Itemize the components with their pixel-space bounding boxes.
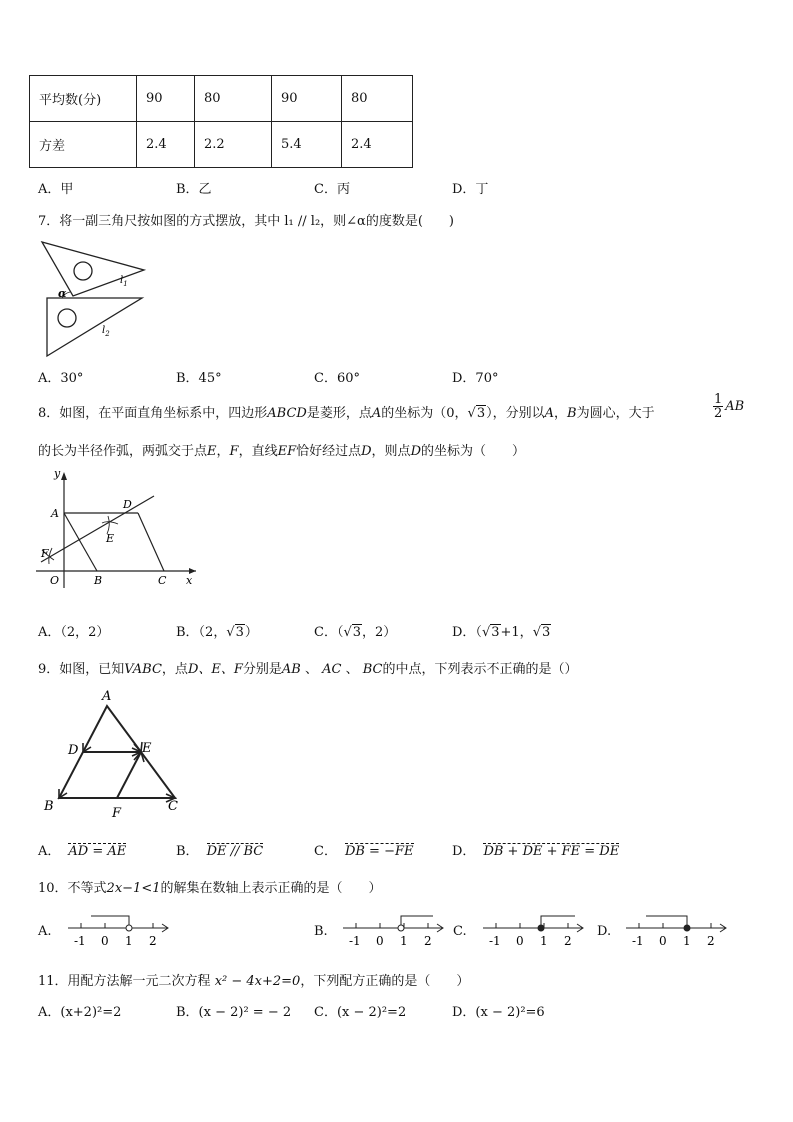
q11-option-a[interactable]: A．(x+2)²=2 [38,1005,122,1020]
tick-label: 2 [707,934,715,948]
q10-option-c-label[interactable]: C. [453,924,467,939]
tick-label: -1 [349,934,361,948]
q9-triangle-figure [38,686,188,821]
q10-number-line-a[interactable] [68,912,174,948]
q7-option-d[interactable]: D．70° [452,371,499,386]
q7-option-c[interactable]: C．60° [314,371,360,386]
q7-figure [36,238,148,360]
q8-coordinate-figure [36,468,201,590]
q8-stem-line1: 8．如图，在平面直角坐标系中，四边形ABCD是菱形，点A的坐标为（0，√3），分别以A，B为圆心，大于 [38,406,655,421]
q6-option-d[interactable]: D．丁 [452,182,489,197]
point-f-label: F [112,806,122,821]
q9-option-d[interactable]: D． DB + DE + FE = DE [452,844,620,859]
point-d-label: D [123,498,132,511]
q10-option-a-label[interactable]: A. [38,924,52,939]
q11-stem: 11．用配方法解一元二次方程 x² − 4x+2=0，下列配方正确的是（ ） [38,974,470,989]
vertex-b-label: B [44,799,54,814]
tick-label: 0 [516,934,524,948]
point-c-label: C [158,574,167,587]
x-axis-label: x [186,574,193,587]
table-cell: 2.2 [195,122,272,168]
tick-label: 2 [149,934,157,948]
q7-stem: 7．将一副三角尺按如图的方式摆放，其中 l₁ // l₂，则∠α的度数是( ) [38,214,454,229]
tick-label: 2 [424,934,432,948]
table-row [30,122,413,168]
q11-option-d[interactable]: D．(x − 2)²=6 [452,1005,545,1020]
table-row [30,76,413,122]
tick-label: 0 [376,934,384,948]
alpha-label: α [58,287,67,300]
q9-stem: 9．如图，已知VABC，点D、E、F分别是AB 、 AC 、 BC的中点，下列表示不正确的是（） [38,662,578,677]
table-cell: 5.4 [272,122,342,168]
q10-option-d-label[interactable]: D. [597,924,612,939]
table-cell: 平均数(分) [30,76,137,122]
q9-option-b[interactable]: B． DE // BC [176,844,264,859]
tick-label: 1 [125,934,133,948]
q10-option-b-label[interactable]: B. [314,924,328,939]
one-half-fraction: $\frac{1}{2}$ AB [714,392,745,421]
table-cell: 80 [342,76,413,122]
table-cell: 2.4 [137,122,195,168]
q10-number-line-b[interactable] [343,912,449,948]
vertex-c-label: C [168,799,178,814]
l1-label: $l_1$ [120,275,128,288]
table-cell: 80 [195,76,272,122]
q8-stem-line2: 的长为半径作弧，两弧交于点E，F，直线EF恰好经过点D，则点D的坐标为（ ） [38,444,526,459]
q11-option-c[interactable]: C．(x − 2)²=2 [314,1005,407,1020]
q7-option-a[interactable]: A．30° [38,371,84,386]
table-cell: 2.4 [342,122,413,168]
l2-label: $l_2$ [102,325,110,338]
q7-option-b[interactable]: B．45° [176,371,222,386]
q8-option-c[interactable]: C．（√3，2） [314,625,397,640]
vertex-a-label: A [102,689,112,704]
variance-table [29,75,413,168]
point-a-label: A [51,507,59,520]
q9-option-a[interactable]: A． AD = AE [38,844,127,859]
tick-label: 1 [683,934,691,948]
tick-label: 2 [564,934,572,948]
q8-option-b[interactable]: B．（2，√3） [176,625,258,640]
point-e-label: E [106,532,115,545]
point-b-label: B [94,574,103,587]
q6-option-c[interactable]: C．丙 [314,182,350,197]
tick-label: -1 [489,934,501,948]
q10-stem: 10．不等式2x−1<1的解集在数轴上表示正确的是（ ） [38,881,382,896]
q6-option-b[interactable]: B．乙 [176,182,212,197]
table-cell: 90 [137,76,195,122]
q10-number-line-c[interactable] [483,912,589,948]
q9-option-c[interactable]: C． DB = −FE [314,844,414,859]
q11-option-b[interactable]: B．(x − 2)² = − 2 [176,1005,292,1020]
tick-label: -1 [632,934,644,948]
table-cell: 90 [272,76,342,122]
y-axis-label: y [54,468,61,480]
tick-label: 0 [101,934,109,948]
tick-label: 0 [659,934,667,948]
q6-option-a[interactable]: A．甲 [38,182,74,197]
origin-label: O [50,574,60,587]
point-d-label: D [68,743,79,758]
q8-option-d[interactable]: D．（√3+1，√3 [452,625,551,640]
tick-label: 1 [400,934,408,948]
tick-label: 1 [540,934,548,948]
q8-option-a[interactable]: A．（2，2） [38,625,110,640]
table-cell: 方差 [30,122,137,168]
point-e-label: E [142,741,152,756]
q10-number-line-d[interactable] [626,912,732,948]
tick-label: -1 [74,934,86,948]
point-f-label: F [41,547,49,560]
